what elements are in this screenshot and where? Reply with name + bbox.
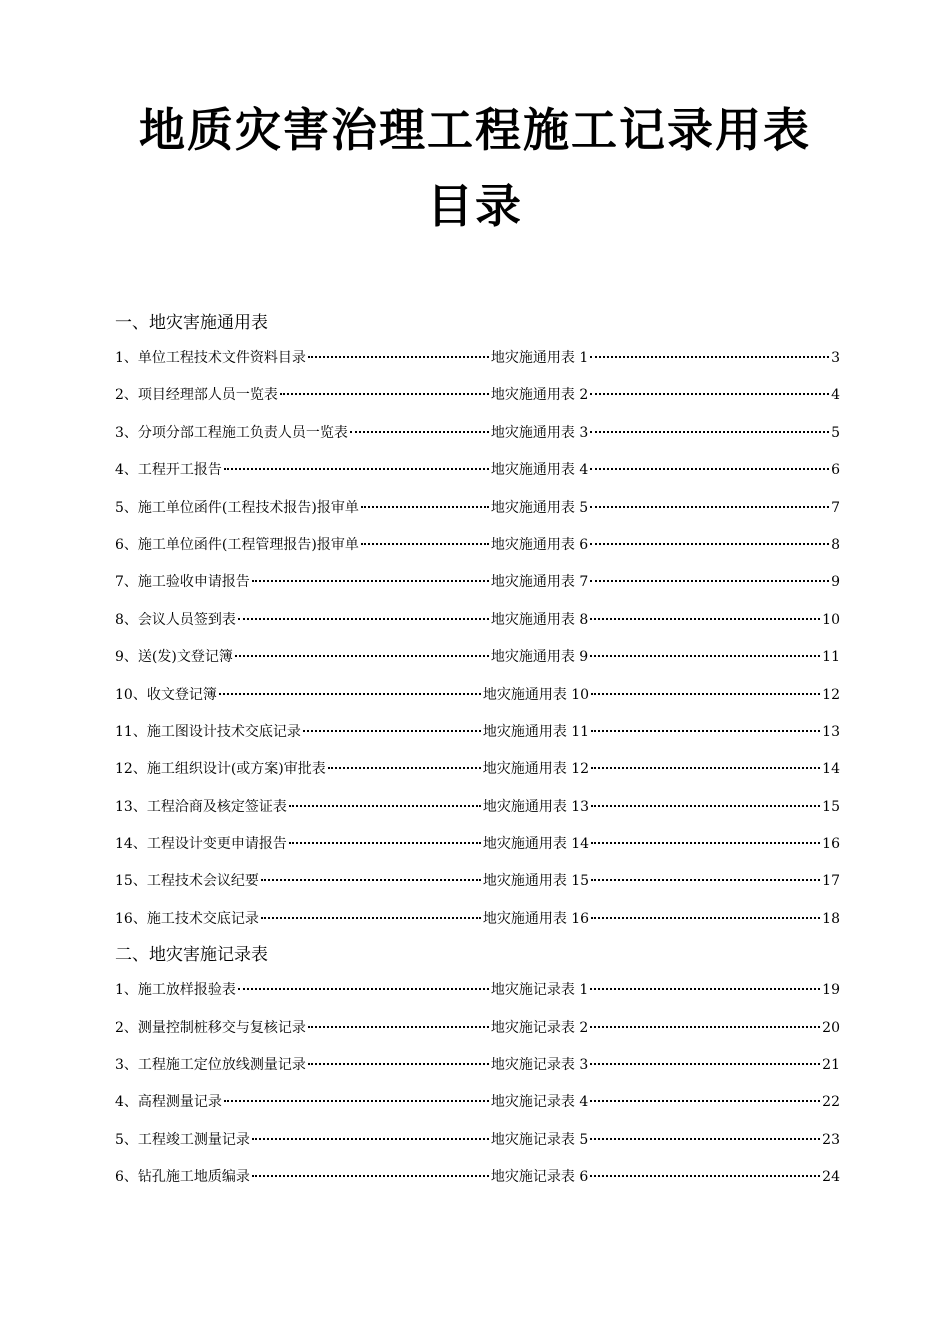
toc-entry-title: 16、施工技术交底记录	[115, 910, 259, 927]
toc-entry[interactable]	[115, 415, 840, 452]
toc-entry-form-code: 地灾施通用表 9	[490, 649, 589, 666]
dot-leader	[591, 730, 820, 732]
toc-entry[interactable]	[115, 901, 840, 938]
toc-entry[interactable]	[115, 377, 840, 414]
toc-entry-form-code: 地灾施通用表 6	[490, 536, 589, 553]
toc-entry[interactable]	[115, 490, 840, 527]
toc-entry-form-code: 地灾施通用表 1	[490, 350, 589, 366]
toc-entry-form-code: 地灾施记录表 3	[490, 1057, 589, 1074]
table-of-contents	[115, 306, 850, 1197]
toc-entry-form-code: 地灾施通用表 8	[490, 611, 589, 628]
toc-entry[interactable]	[115, 714, 840, 751]
toc-entry[interactable]	[115, 677, 840, 714]
toc-entry[interactable]	[115, 340, 840, 377]
dot-leader	[591, 767, 820, 769]
toc-entry[interactable]	[115, 826, 840, 863]
toc-entry-page-number: 24	[822, 1169, 840, 1186]
dot-leader	[590, 618, 820, 620]
toc-entry-form-code: 地灾施通用表 11	[482, 723, 590, 740]
dot-leader	[261, 879, 481, 881]
dot-leader	[590, 988, 820, 990]
toc-entry[interactable]	[115, 527, 840, 564]
toc-entry-title: 4、工程开工报告	[115, 462, 222, 479]
toc-entry-page-number: 6	[831, 462, 840, 479]
dot-leader	[308, 356, 489, 358]
dot-leader	[328, 767, 481, 769]
dot-leader	[235, 655, 489, 657]
toc-entry[interactable]	[115, 452, 840, 489]
toc-entry[interactable]	[115, 1010, 840, 1047]
toc-entry-title: 1、施工放样报验表	[115, 982, 236, 999]
dot-leader	[238, 988, 489, 990]
toc-entry-title: 5、工程竣工测量记录	[115, 1131, 250, 1148]
toc-entry-form-code: 地灾施通用表 4	[490, 462, 589, 479]
toc-entry-title: 11、施工图设计技术交底记录	[115, 723, 301, 740]
toc-entry-title: 12、施工组织设计(或方案)审批表	[115, 761, 326, 778]
toc-entry-page-number: 8	[831, 536, 840, 553]
toc-entry-title: 14、工程设计变更申请报告	[115, 836, 287, 853]
toc-entry-page-number: 7	[831, 499, 840, 516]
toc-entry-page-number: 23	[822, 1131, 840, 1148]
dot-leader	[591, 693, 820, 695]
toc-entry-form-code: 地灾施记录表 4	[490, 1094, 589, 1111]
dot-leader	[289, 805, 481, 807]
toc-entry-form-code: 地灾施记录表 1	[490, 982, 589, 999]
toc-entry[interactable]	[115, 602, 840, 639]
toc-entry-page-number: 19	[822, 982, 840, 999]
toc-entry[interactable]	[115, 639, 840, 676]
dot-leader	[224, 1100, 489, 1102]
toc-entry-page-number: 10	[822, 611, 840, 628]
toc-entry[interactable]	[115, 972, 840, 1009]
toc-entry-page-number: 22	[822, 1094, 840, 1111]
dot-leader	[591, 879, 820, 881]
document-title: 地质灾害治理工程施工记录用表	[139, 103, 811, 157]
toc-entry-title: 9、送(发)文登记簿	[115, 649, 233, 666]
dot-leader	[590, 506, 829, 508]
dot-leader	[590, 655, 820, 657]
toc-entry-page-number: 11	[822, 649, 840, 666]
toc-entry-page-number: 15	[822, 798, 840, 815]
toc-entry-form-code: 地灾施通用表 10	[482, 686, 590, 703]
dot-leader	[224, 468, 489, 470]
toc-entry-title: 5、施工单位函件(工程技术报告)报审单	[115, 499, 359, 516]
dot-leader	[350, 431, 489, 433]
dot-leader	[590, 468, 829, 470]
toc-entry-form-code: 地灾施通用表 15	[482, 873, 590, 890]
dot-leader	[219, 693, 481, 695]
dot-leader	[289, 842, 481, 844]
toc-entry-page-number: 12	[822, 686, 840, 703]
toc-entry-page-number: 4	[831, 387, 840, 404]
toc-entry-title: 3、工程施工定位放线测量记录	[115, 1057, 306, 1074]
toc-entry-page-number: 21	[822, 1057, 840, 1074]
toc-entry-form-code: 地灾施记录表 6	[490, 1169, 589, 1186]
toc-entry[interactable]	[115, 1084, 840, 1121]
toc-entry-page-number: 16	[822, 836, 840, 853]
toc-entry-title: 3、分项分部工程施工负责人员一览表	[115, 424, 348, 441]
toc-entry-page-number: 17	[822, 873, 840, 890]
toc-entry-form-code: 地灾施通用表 12	[482, 761, 590, 778]
dot-leader	[590, 393, 829, 395]
toc-entry[interactable]	[115, 1159, 840, 1196]
toc-entry[interactable]	[115, 1047, 840, 1084]
toc-entry-title: 15、工程技术会议纪要	[115, 873, 259, 890]
dot-leader	[361, 506, 489, 508]
toc-entry-title: 10、收文登记簿	[115, 686, 217, 703]
document-subtitle: 目录	[427, 179, 523, 233]
toc-entry-form-code: 地灾施通用表 3	[490, 424, 589, 441]
dot-leader	[303, 730, 481, 732]
toc-entry-title: 2、项目经理部人员一览表	[115, 387, 278, 404]
dot-leader	[590, 1063, 820, 1065]
dot-leader	[590, 1026, 820, 1028]
dot-leader	[238, 618, 489, 620]
toc-entry-form-code: 地灾施通用表 16	[482, 910, 590, 927]
toc-entry-title: 7、施工验收申请报告	[115, 574, 250, 591]
toc-entry[interactable]	[115, 789, 840, 826]
toc-entry-title: 2、测量控制桩移交与复核记录	[115, 1019, 306, 1036]
dot-leader	[252, 580, 489, 582]
dot-leader	[590, 1100, 820, 1102]
dot-leader	[590, 580, 829, 582]
toc-entry-form-code: 地灾施记录表 5	[490, 1131, 589, 1148]
toc-entry-title: 6、施工单位函件(工程管理报告)报审单	[115, 536, 359, 553]
dot-leader	[590, 543, 829, 545]
dot-leader	[590, 431, 829, 433]
dot-leader	[308, 1063, 489, 1065]
dot-leader	[590, 1138, 820, 1140]
toc-entry-page-number: 9	[831, 574, 840, 591]
toc-entry-page-number: 18	[822, 910, 840, 927]
toc-entry-form-code: 地灾施通用表 7	[490, 574, 589, 591]
toc-entry-page-number: 3	[831, 350, 840, 366]
toc-entry-form-code: 地灾施通用表 14	[482, 836, 590, 853]
toc-entry-form-code: 地灾施通用表 5	[490, 499, 589, 516]
toc-entry-title: 1、单位工程技术文件资料目录	[115, 350, 306, 366]
dot-leader	[591, 805, 820, 807]
dot-leader	[590, 356, 829, 358]
dot-leader	[308, 1026, 489, 1028]
toc-entry-form-code: 地灾施记录表 2	[490, 1019, 589, 1036]
toc-entry-title: 8、会议人员签到表	[115, 611, 236, 628]
section-heading: 一、地灾害施通用表	[115, 313, 268, 333]
dot-leader	[361, 543, 489, 545]
dot-leader	[590, 1175, 820, 1177]
toc-entry-form-code: 地灾施通用表 13	[482, 798, 590, 815]
dot-leader	[261, 917, 481, 919]
section-heading: 二、地灾害施记录表	[115, 945, 268, 966]
toc-entry-form-code: 地灾施通用表 2	[490, 387, 589, 404]
dot-leader	[591, 917, 820, 919]
toc-entry-title: 13、工程洽商及核定签证表	[115, 798, 287, 815]
dot-leader	[252, 1175, 489, 1177]
dot-leader	[280, 393, 489, 395]
toc-entry-title: 4、高程测量记录	[115, 1094, 222, 1111]
dot-leader	[252, 1138, 489, 1140]
toc-entry[interactable]	[115, 564, 840, 601]
toc-entry[interactable]	[115, 863, 840, 900]
toc-entry[interactable]	[115, 751, 840, 788]
toc-entry-title: 6、钻孔施工地质编录	[115, 1169, 250, 1186]
toc-entry-page-number: 5	[831, 424, 840, 441]
dot-leader	[591, 842, 820, 844]
toc-entry-page-number: 14	[822, 761, 840, 778]
toc-entry-page-number: 20	[822, 1019, 840, 1036]
toc-entry-page-number: 13	[822, 723, 840, 740]
toc-entry[interactable]	[115, 1122, 840, 1159]
